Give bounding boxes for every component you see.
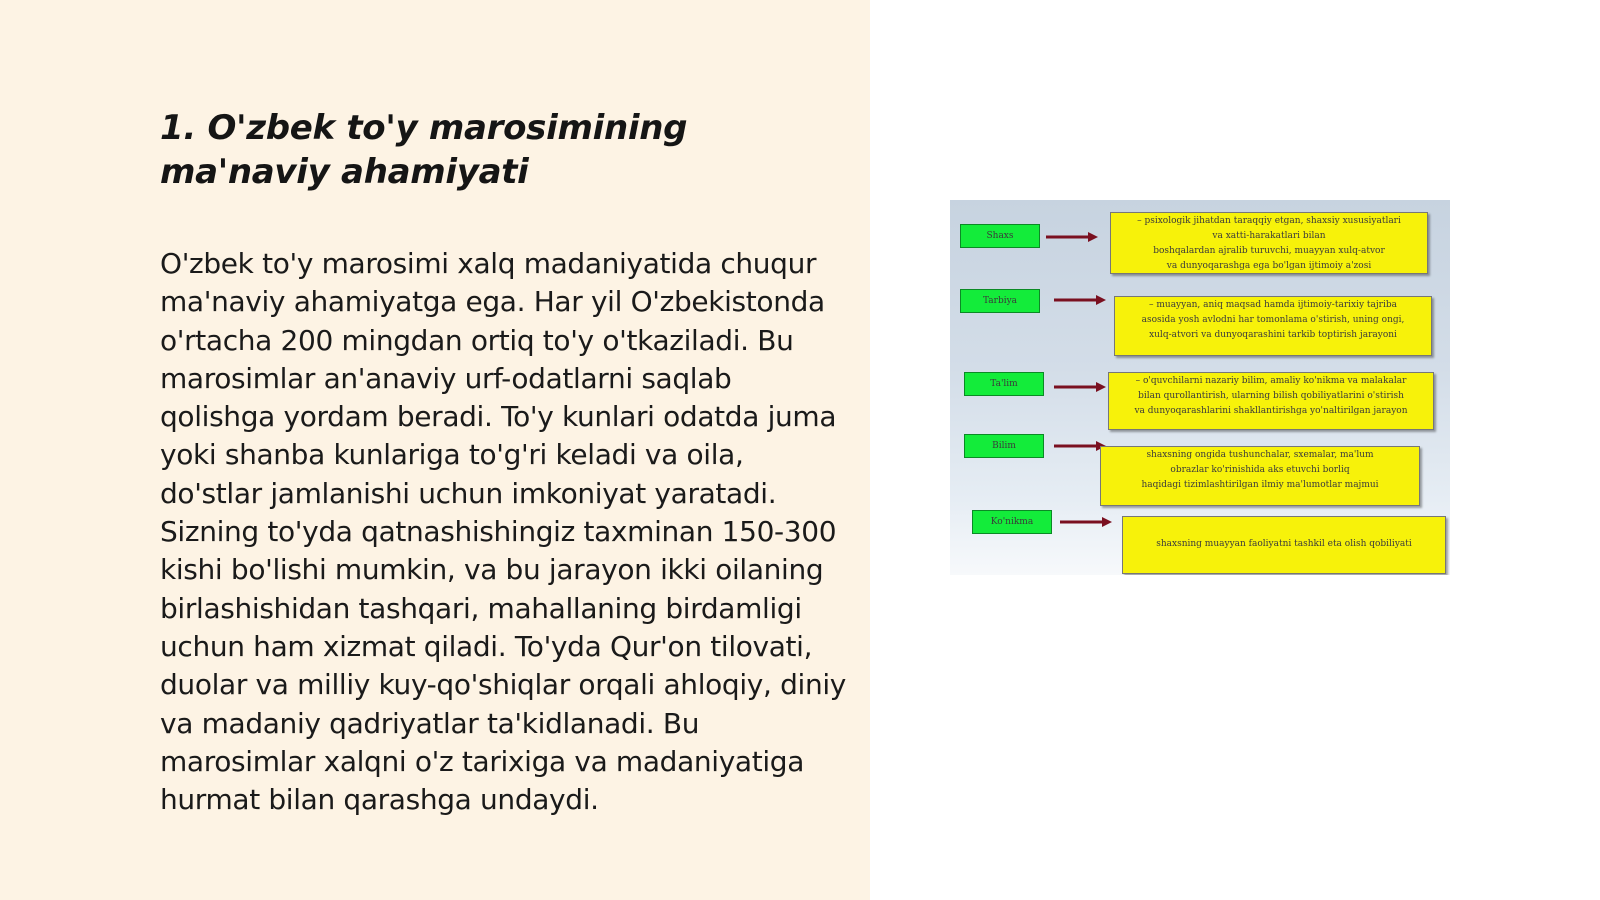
definition-line: boshqalardan ajralib turuvchi, muayyan xulq-atvor <box>1153 246 1385 256</box>
definition-line: va xatti-harakatlari bilan <box>1212 231 1326 241</box>
slide-body-text: O'zbek to'y marosimi xalq madaniyatida chuqur ma'naviy ahamiyatga ega. Har yil O'zbekistonda o'rtacha 200 mingdan ortiq to'y o'tkaziladi. Bu marosimlar an'anaviy urf-odatlarni saqlab qolishga yordam beradi. To'y kunlari odatda juma yoki shanba kunlariga to'g'ri keladi va oila, do'stlar jamlanishi uchun imkoniyat yaratadi. Sizning to'yda qatnashishingiz taxminan 150-300 kishi bo'lishi mumkin, va bu jarayon ikki oilaning birlashishidan tashqari, mahallaning birdamligi uchun ham xizmat qiladi. To'yda Qur'on tilovati, duolar va milliy kuy-qo'shiqlar orqali ahloqiy, diniy va madaniy qadriyatlar ta'kidlanadi. Bu marosimlar xalqni o'z tarixiga va madaniyatiga hurmat bilan qarashga undaydi. <box>160 247 846 817</box>
definition-line: – muayyan, aniq maqsad hamda ijtimoiy-tarixiy tajriba <box>1149 300 1397 310</box>
definition-line: shaxsning muayyan faoliyatni tashkil eta olish qobiliyati <box>1156 539 1412 549</box>
definition-line: va dunyoqarashga ega bo'lgan ijtimoiy a'zosi <box>1166 261 1372 271</box>
definition-line: shaxsning ongida tushunchalar, sxemalar, ma'lum <box>1146 450 1374 460</box>
arrow-bilim <box>1054 441 1106 451</box>
definition-line: bilan qurollantirish, ularning bilish qobiliyatlarini o'stirish <box>1138 391 1404 401</box>
term-tarbiya: Tarbiya <box>960 289 1040 313</box>
arrow-tarbiya <box>1054 295 1106 305</box>
definition-line: va dunyoqarashlarini shakllantirishga yo'naltirilgan jarayon <box>1134 406 1408 416</box>
definition-line: haqidagi tizimlashtirilgan ilmiy ma'lumotlar majmui <box>1141 480 1379 490</box>
definition-shaxs <box>1110 212 1428 274</box>
definition-bilim <box>1100 446 1420 506</box>
term-talim: Ta'lim <box>964 372 1044 396</box>
term-shaxs: Shaxs <box>960 224 1040 248</box>
definition-line: – psixologik jihatdan taraqqiy etgan, shaxsiy xususiyatlari <box>1137 216 1401 226</box>
definition-line: obrazlar ko'rinishida aks etuvchi borliq <box>1170 465 1350 475</box>
arrow-shaxs <box>1046 232 1098 242</box>
definition-konikma <box>1122 516 1446 574</box>
definition-tarbiya <box>1114 296 1432 356</box>
definition-line: – o'quvchilarni nazariy bilim, amaliy ko'nikma va malakalar <box>1135 376 1407 386</box>
concept-diagram-image <box>950 200 1450 575</box>
definition-line: asosida yosh avlodni har tomonlama o'stirish, uning ongi, <box>1141 315 1405 325</box>
term-konikma: Ko'nikma <box>972 510 1052 534</box>
arrow-konikma <box>1060 517 1112 527</box>
definition-line: xulq-atvori va dunyoqarashini tarkib toptirish jarayoni <box>1149 330 1397 340</box>
slide-title: 1. O'zbek to'y marosimining ma'naviy ahamiyati <box>160 108 688 192</box>
arrow-talim <box>1054 382 1106 392</box>
definition-talim <box>1108 372 1434 430</box>
term-bilim: Bilim <box>964 434 1044 458</box>
